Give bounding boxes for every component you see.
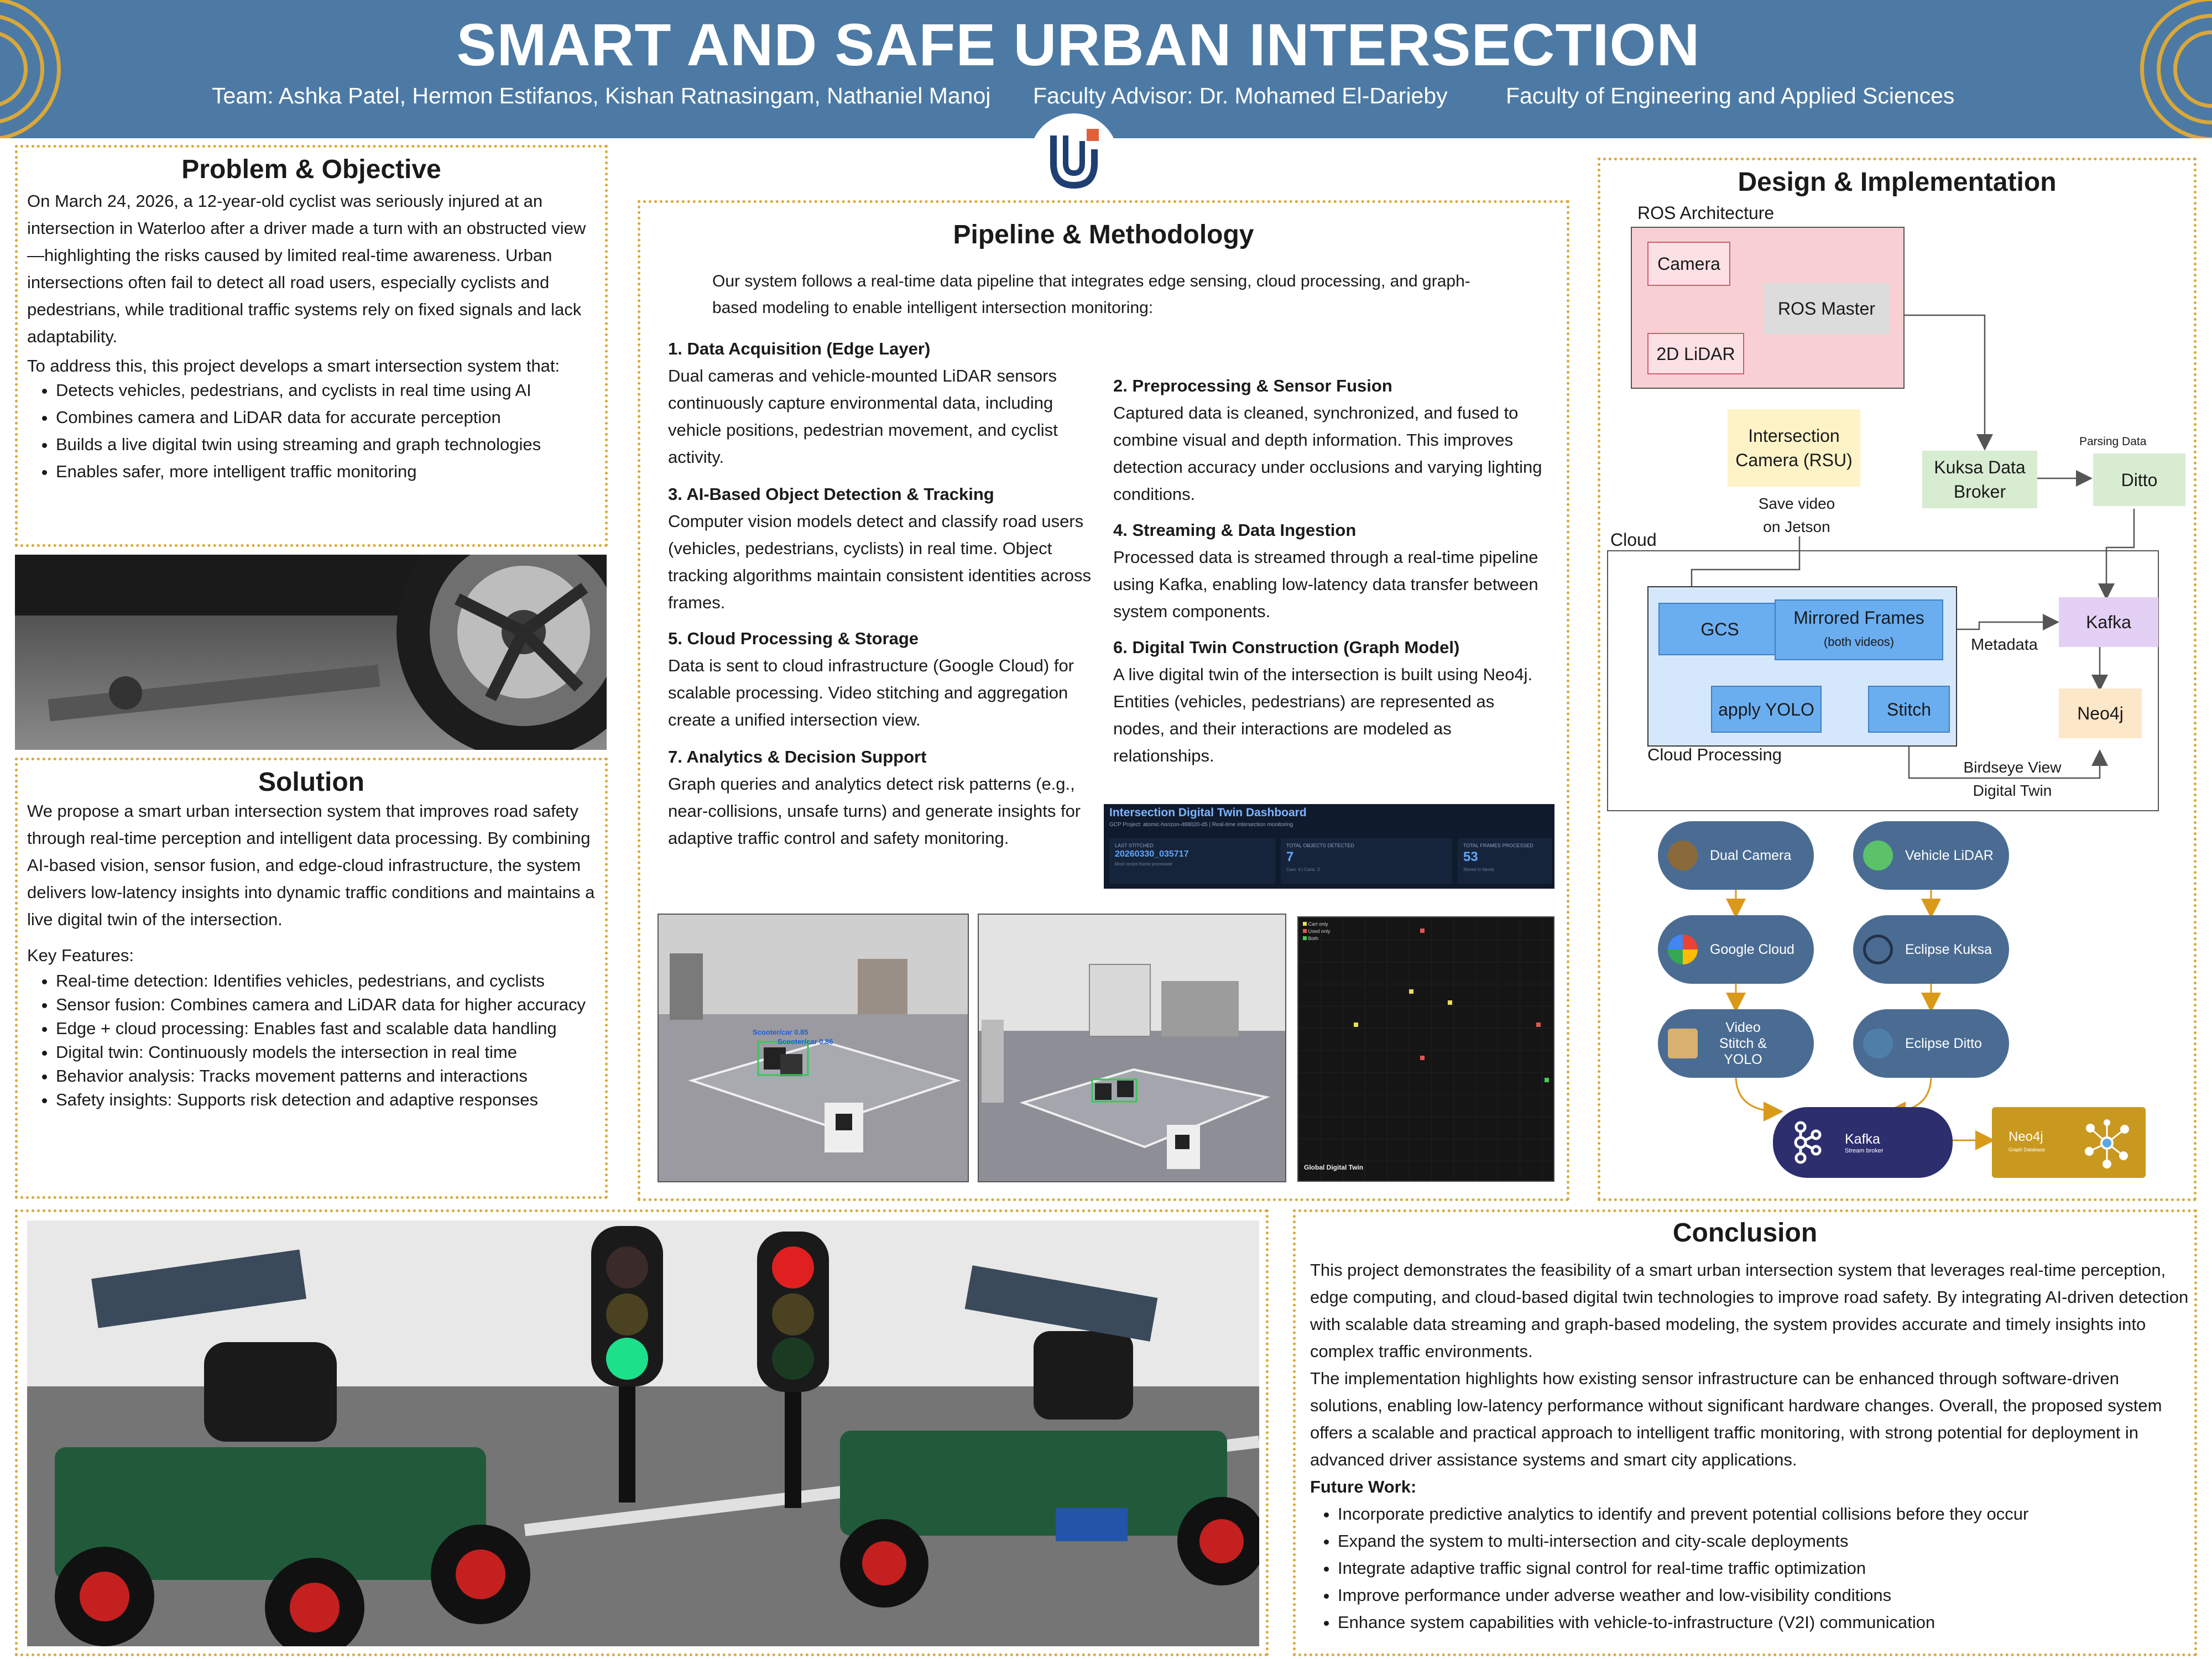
legend-label: Used only bbox=[1308, 928, 1331, 934]
list-item: • Builds a live digital twin using streaming and graph technologies bbox=[56, 431, 602, 458]
poster-header bbox=[0, 0, 2212, 138]
twin-caption: Global Digital Twin bbox=[1304, 1164, 1364, 1171]
eclipse-ditto-pill bbox=[1853, 1009, 2009, 1078]
pill-label: Video Stitch & YOLO bbox=[1719, 1019, 1767, 1067]
neo4j-card-label: Neo4j bbox=[2008, 1129, 2043, 1144]
legend-label: Both bbox=[1308, 936, 1319, 941]
key-features-label: Key Features: bbox=[27, 946, 134, 965]
step-title: 7. Analytics & Decision Support bbox=[668, 747, 927, 766]
list-item: • Detects vehicles, pedestrians, and cyclists in real time using AI bbox=[56, 377, 602, 404]
list-item: • Improve performance under adverse weather and low-visibility conditions bbox=[1338, 1582, 2192, 1609]
section-title: Pipeline & Methodology bbox=[953, 220, 1254, 249]
twin-legend bbox=[1303, 921, 1331, 942]
pill-label: Vehicle LiDAR bbox=[1905, 847, 1994, 863]
global-digital-twin-view bbox=[1297, 916, 1554, 1182]
kafka-pill-text bbox=[1845, 1131, 1884, 1154]
list-item: • Combines camera and LiDAR data for accurate perception bbox=[56, 404, 602, 431]
dashboard-card-total-frames bbox=[1458, 838, 1552, 884]
cloud-processing-label: Cloud Processing bbox=[1647, 745, 1782, 764]
poster-title: SMART AND SAFE URBAN INTERSECTION bbox=[456, 11, 1700, 78]
digital-twin-dashboard bbox=[1104, 804, 1554, 889]
vehicle-lidar-pill bbox=[1853, 821, 2009, 890]
camera-node: Camera bbox=[1647, 242, 1730, 286]
conclusion-body bbox=[1310, 1256, 2192, 1636]
card-value: 7 bbox=[1286, 849, 1294, 864]
save-video-label: Save video on Jetson bbox=[1758, 495, 1835, 535]
kafka-pill bbox=[1773, 1107, 1953, 1178]
dashboard-card-total-objects bbox=[1281, 838, 1452, 884]
apply-yolo-node: apply YOLO bbox=[1711, 686, 1822, 733]
card-note: Most recent frame processed bbox=[1115, 862, 1172, 867]
card-value: 20260330_035717 bbox=[1115, 849, 1189, 859]
rsu-camera-node: Intersection Camera (RSU) bbox=[1728, 409, 1860, 487]
conclusion-panel bbox=[1293, 1209, 2197, 1656]
camera-detection-photo-1 bbox=[658, 914, 969, 1182]
bicycle-wheel-photo bbox=[15, 555, 607, 750]
section-title: Conclusion bbox=[1672, 1218, 1818, 1248]
design-panel bbox=[1598, 158, 2197, 1201]
university-logo bbox=[1030, 113, 1118, 202]
card-value: 53 bbox=[1463, 849, 1478, 864]
list-item: • Integrate adaptive traffic signal control for real-time traffic optimization bbox=[1338, 1554, 2192, 1582]
camera-icon bbox=[1668, 841, 1698, 870]
ditto-icon bbox=[1863, 1029, 1893, 1058]
step-text: Graph queries and analytics detect risk patterns (e.g., near-collisions, unsafe turns) and generate insights for adaptive traffic control and safety monitoring. bbox=[668, 774, 1081, 848]
metadata-label: Metadata bbox=[1971, 636, 2038, 654]
mirrored-frames-label: Mirrored Frames bbox=[1793, 608, 1924, 628]
pill-sublabel: Stream broker bbox=[1845, 1147, 1884, 1154]
step-title: 1. Data Acquisition (Edge Layer) bbox=[668, 339, 931, 358]
pipeline-step-7 bbox=[668, 744, 1094, 852]
list-item: • Edge + cloud processing: Enables fast and scalable data handling bbox=[56, 1016, 602, 1040]
detection-label: Scooter/car 0.86 bbox=[778, 1037, 833, 1046]
ditto-node: Ditto bbox=[2093, 453, 2185, 506]
ros-master-node: ROS Master bbox=[1764, 283, 1889, 334]
step-title: 2. Preprocessing & Sensor Fusion bbox=[1113, 376, 1392, 395]
objective-list bbox=[56, 377, 602, 485]
card-label: TOTAL FRAMES PROCESSED bbox=[1463, 843, 1533, 848]
box-icon bbox=[1668, 1029, 1698, 1058]
pipeline-intro: Our system follows a real-time data pipeline that integrates edge sensing, cloud processing, and graph-based modeling to enable intelligent intersection monitoring: bbox=[712, 272, 1470, 317]
dashboard-subtitle: GCP Project: atomic-horizon-488020-d5 | Real-time intersection monitoring bbox=[1109, 822, 1293, 828]
google-cloud-pill bbox=[1658, 915, 1814, 984]
step-title: 3. AI-Based Object Detection & Tracking bbox=[668, 484, 994, 504]
solution-panel bbox=[15, 758, 608, 1199]
dashboard-title: Intersection Digital Twin Dashboard bbox=[1109, 806, 1307, 819]
neo4j-card bbox=[1992, 1107, 2146, 1178]
parsing-data-label: Parsing Data bbox=[2079, 435, 2147, 448]
legend-item bbox=[1303, 928, 1331, 935]
pipeline-step-6 bbox=[1113, 634, 1550, 769]
problem-body bbox=[27, 187, 602, 485]
card-note: Cars: 4 | Carts: 3 bbox=[1286, 867, 1320, 872]
key-features-list bbox=[56, 969, 602, 1112]
lidar-icon bbox=[1863, 841, 1893, 870]
list-item: • Real-time detection: Identifies vehicles, pedestrians, and cyclists bbox=[56, 969, 602, 993]
kafka-node: Kafka bbox=[2059, 597, 2158, 647]
conclusion-paragraph-1: This project demonstrates the feasibility of a smart urban intersection system that leverages real-time perception, edge computing, and cloud-based digital twin technologies to improve road safety. By integrating AI-driven detection with scalable data streaming and graph-based modeling, the system provides accurate and timely insights into complex traffic environments. bbox=[1310, 1260, 2189, 1361]
graph-network-icon bbox=[2079, 1117, 2135, 1170]
card-label: TOTAL OBJECTS DETECTED bbox=[1286, 843, 1354, 848]
solution-paragraph: We propose a smart urban intersection system that improves road safety through real-time perception and intelligent data processing. By combining AI-based vision, sensor fusion, and edge-cloud infrastructure, the system delivers low-latency insights into dynamic traffic conditions and maintains a live digital twin of the intersection. bbox=[27, 801, 595, 929]
camera-detection-photo-2 bbox=[978, 914, 1286, 1182]
faculty-name: Faculty of Engineering and Applied Sciences bbox=[1506, 83, 1955, 108]
step-text: Computer vision models detect and classify road users (vehicles, pedestrians, cyclists) in real time. Object tracking algorithms maintain consistent identities across frames. bbox=[668, 512, 1092, 612]
neo4j-node: Neo4j bbox=[2059, 688, 2142, 738]
step-text: Processed data is streamed through a real-time pipeline using Kafka, enabling low-latency data transfer between system components. bbox=[1113, 547, 1538, 621]
ros-architecture-label: ROS Architecture bbox=[1637, 203, 1775, 223]
stitch-node: Stitch bbox=[1868, 686, 1950, 733]
list-item: • Incorporate predictive analytics to identify and prevent potential collisions before they occur bbox=[1338, 1500, 2192, 1527]
google-cloud-icon bbox=[1668, 935, 1698, 964]
faculty-advisor: Faculty Advisor: Dr. Mohamed El-Darieby bbox=[1033, 83, 1448, 108]
step-text: Dual cameras and vehicle-mounted LiDAR sensors continuously capture environmental data, including vehicle positions, pedestrian movement, and cyclist activity. bbox=[668, 366, 1058, 467]
dashboard-card-last-stitched bbox=[1109, 838, 1275, 884]
legend-label: Cart only bbox=[1308, 921, 1328, 927]
legend-item bbox=[1303, 921, 1331, 928]
kuksa-icon bbox=[1863, 935, 1893, 964]
future-work-label: Future Work: bbox=[1310, 1477, 1417, 1496]
list-item: • Sensor fusion: Combines camera and LiDAR data for higher accuracy bbox=[56, 993, 602, 1016]
birdseye-label: Birdseye View Digital Twin bbox=[1963, 759, 2062, 799]
solution-body bbox=[27, 797, 602, 1112]
kafka-icon bbox=[1790, 1120, 1823, 1165]
pipeline-step-1 bbox=[668, 336, 1094, 471]
both-videos-label: (both videos) bbox=[1823, 635, 1895, 649]
pipeline-panel bbox=[638, 200, 1569, 1201]
list-item: • Enhance system capabilities with vehicle-to-infrastructure (V2I) communication bbox=[1338, 1609, 2192, 1636]
list-item: • Safety insights: Supports risk detection and adaptive responses bbox=[56, 1088, 602, 1112]
mirrored-frames-node bbox=[1775, 599, 1943, 660]
pipeline-step-5 bbox=[668, 625, 1094, 733]
step-title: 5. Cloud Processing & Storage bbox=[668, 629, 919, 648]
pipeline-step-4 bbox=[1113, 517, 1550, 625]
step-text: A live digital twin of the intersection is built using Neo4j. Entities (vehicles, pedestrians) are represented as nodes, and their interactions are modeled as relationships. bbox=[1113, 665, 1533, 765]
pill-label: Eclipse Ditto bbox=[1905, 1035, 1982, 1051]
robot-car-traffic-light-photo bbox=[27, 1220, 1259, 1646]
logo-mark-icon bbox=[1044, 124, 1104, 191]
conclusion-paragraph-2: The implementation highlights how existing sensor infrastructure can be enhanced through software-driven solutions, enabling low-latency performance without significant hardware changes. Overall, the proposed system offers a scalable and practical approach to intelligent traffic monitoring, with strong potential for deployment in advanced driver assistance systems and smart city applications. bbox=[1310, 1369, 2162, 1469]
list-item: • Expand the system to multi-intersection and city-scale deployments bbox=[1338, 1527, 2192, 1554]
section-title: Design & Implementation bbox=[1738, 168, 2057, 197]
section-title: Problem & Objective bbox=[181, 155, 441, 184]
section-title: Solution bbox=[258, 768, 364, 797]
dual-camera-pill bbox=[1658, 821, 1814, 890]
video-stitch-pill bbox=[1658, 1009, 1814, 1078]
eclipse-kuksa-pill bbox=[1853, 915, 2009, 984]
lidar-node: 2D LiDAR bbox=[1647, 333, 1744, 374]
step-title: 6. Digital Twin Construction (Graph Model) bbox=[1113, 638, 1460, 657]
cloud-label: Cloud bbox=[1610, 530, 1657, 550]
legend-item bbox=[1303, 935, 1331, 942]
kuksa-broker-node: Kuksa Data Broker bbox=[1922, 451, 2037, 508]
team-names: Team: Ashka Patel, Hermon Estifanos, Kishan Ratnasingam, Nathaniel Manoj bbox=[212, 83, 991, 108]
future-work-list bbox=[1338, 1500, 2192, 1636]
step-title: 4. Streaming & Data Ingestion bbox=[1113, 520, 1357, 540]
pipeline-step-2 bbox=[1113, 373, 1550, 508]
problem-paragraph: On March 24, 2026, a 12-year-old cyclist was seriously injured at an intersection in Waterloo after a driver made a turn with an obstructed view—highlighting the risks caused by limited real-time awareness. Urban intersections often fail to detect all road users, especially cyclists and pedestrians, while traditional traffic systems rely on fixed signals and lack adaptability. bbox=[27, 191, 586, 346]
pill-label: Dual Camera bbox=[1710, 847, 1792, 863]
neo4j-card-sublabel: Graph Database bbox=[2008, 1147, 2046, 1152]
problem-objective-panel bbox=[15, 145, 608, 547]
card-note: Stored in Neo4j bbox=[1463, 867, 1494, 872]
pill-label: Kafka bbox=[1845, 1131, 1880, 1147]
step-text: Data is sent to cloud infrastructure (Google Cloud) for scalable processing. Video stitching and aggregation create a unified intersection view. bbox=[668, 656, 1074, 729]
pill-label: Google Cloud bbox=[1710, 941, 1794, 957]
step-text: Captured data is cleaned, synchronized, and fused to combine visual and depth information. This improves detection accuracy under occlusions and varying lighting conditions. bbox=[1113, 403, 1542, 504]
card-label: LAST STITCHED bbox=[1115, 843, 1154, 848]
pill-label: Eclipse Kuksa bbox=[1905, 941, 1992, 957]
gcs-node: GCS bbox=[1658, 603, 1781, 655]
list-item: • Digital twin: Continuously models the intersection in real time bbox=[56, 1040, 602, 1064]
robot-car-photo-frame bbox=[15, 1209, 1269, 1656]
twin-grid bbox=[1298, 917, 1554, 1182]
list-item: • Enables safer, more intelligent traffic monitoring bbox=[56, 458, 602, 485]
problem-objective-intro: To address this, this project develops a smart intersection system that: bbox=[27, 356, 560, 375]
list-item: • Behavior analysis: Tracks movement patterns and interactions bbox=[56, 1064, 602, 1088]
detection-label: Scooter/car 0.85 bbox=[753, 1028, 808, 1036]
pipeline-step-3 bbox=[668, 481, 1094, 616]
